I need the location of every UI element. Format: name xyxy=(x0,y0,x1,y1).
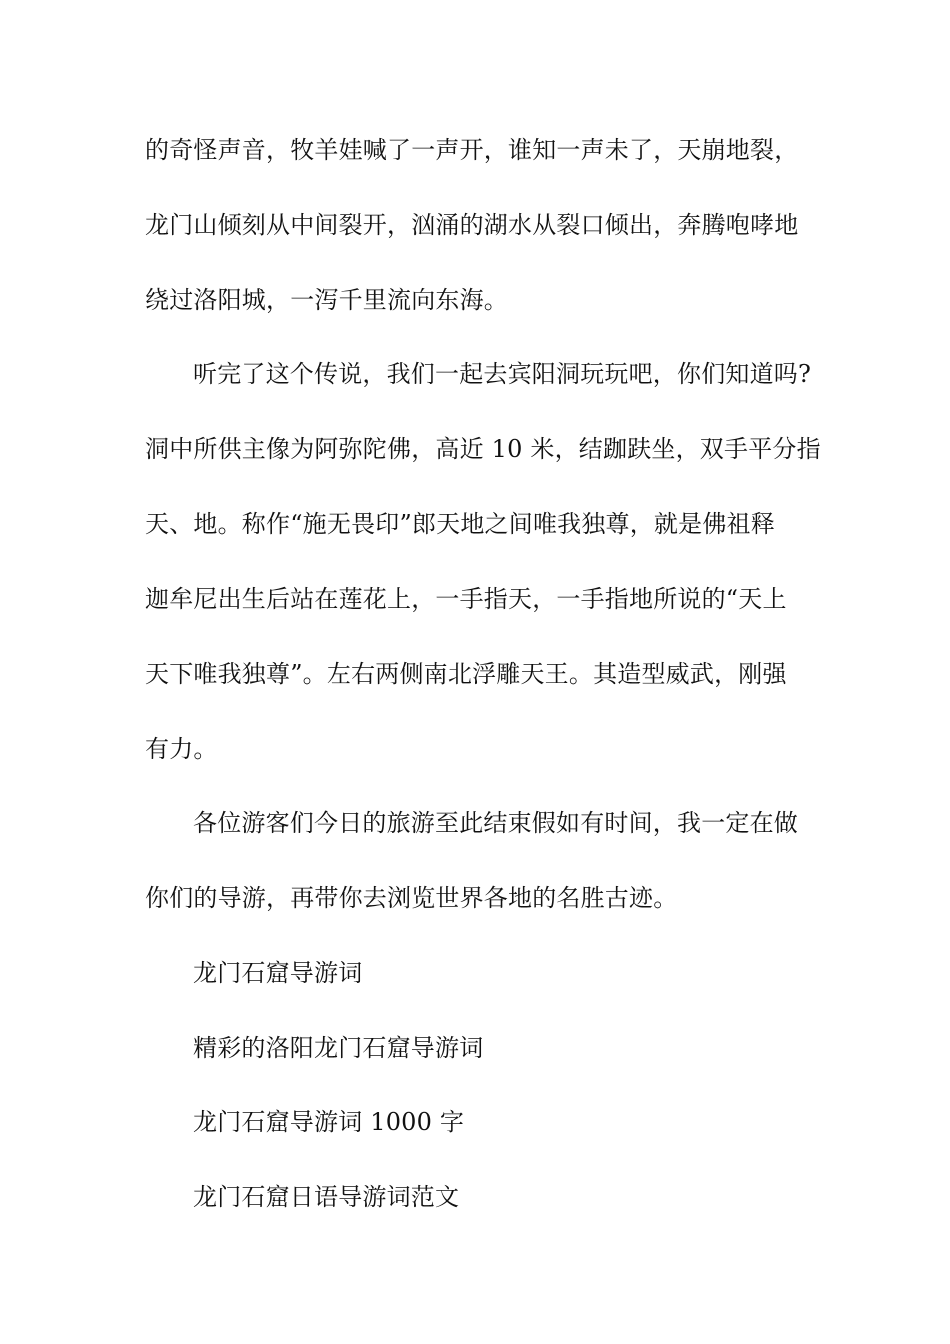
paragraph-line: 听完了这个传说，我们一起去宾阳洞玩玩吧，你们知道吗? xyxy=(193,360,812,388)
paragraph-line: 你们的导游，再带你去浏览世界各地的名胜古迹。 xyxy=(145,884,678,912)
related-link[interactable]: 龙门石窟日语导游词范文 xyxy=(193,1183,460,1211)
paragraph-line: 洞中所供主像为阿弥陀佛，高近 10 米，结跏趺坐，双手平分指 xyxy=(145,435,821,463)
paragraph-line: 迦牟尼出生后站在莲花上，一手指天，一手指地所说的“天上 xyxy=(145,585,787,613)
related-link[interactable]: 龙门石窟导游词 1000 字 xyxy=(193,1108,465,1136)
paragraph-line: 天下唯我独尊”。左右两侧南北浮雕天王。其造型威武，刚强 xyxy=(145,660,787,688)
related-link[interactable]: 龙门石窟导游词 xyxy=(193,959,363,987)
paragraph-line: 各位游客们今日的旅游至此结束假如有时间，我一定在做 xyxy=(193,809,798,837)
paragraph-line: 的奇怪声音，牧羊娃喊了一声开，谁知一声未了，天崩地裂， xyxy=(145,136,799,164)
paragraph-line: 龙门山倾刻从中间裂开，汹涌的湖水从裂口倾出，奔腾咆哮地 xyxy=(145,211,799,239)
paragraph-line: 有力。 xyxy=(145,735,218,763)
paragraph-line: 天、地。称作“施无畏印”郎天地之间唯我独尊，就是佛祖释 xyxy=(145,510,775,538)
related-link[interactable]: 精彩的洛阳龙门石窟导游词 xyxy=(193,1034,484,1062)
paragraph-line: 绕过洛阳城，一泻千里流向东海。 xyxy=(145,286,508,314)
